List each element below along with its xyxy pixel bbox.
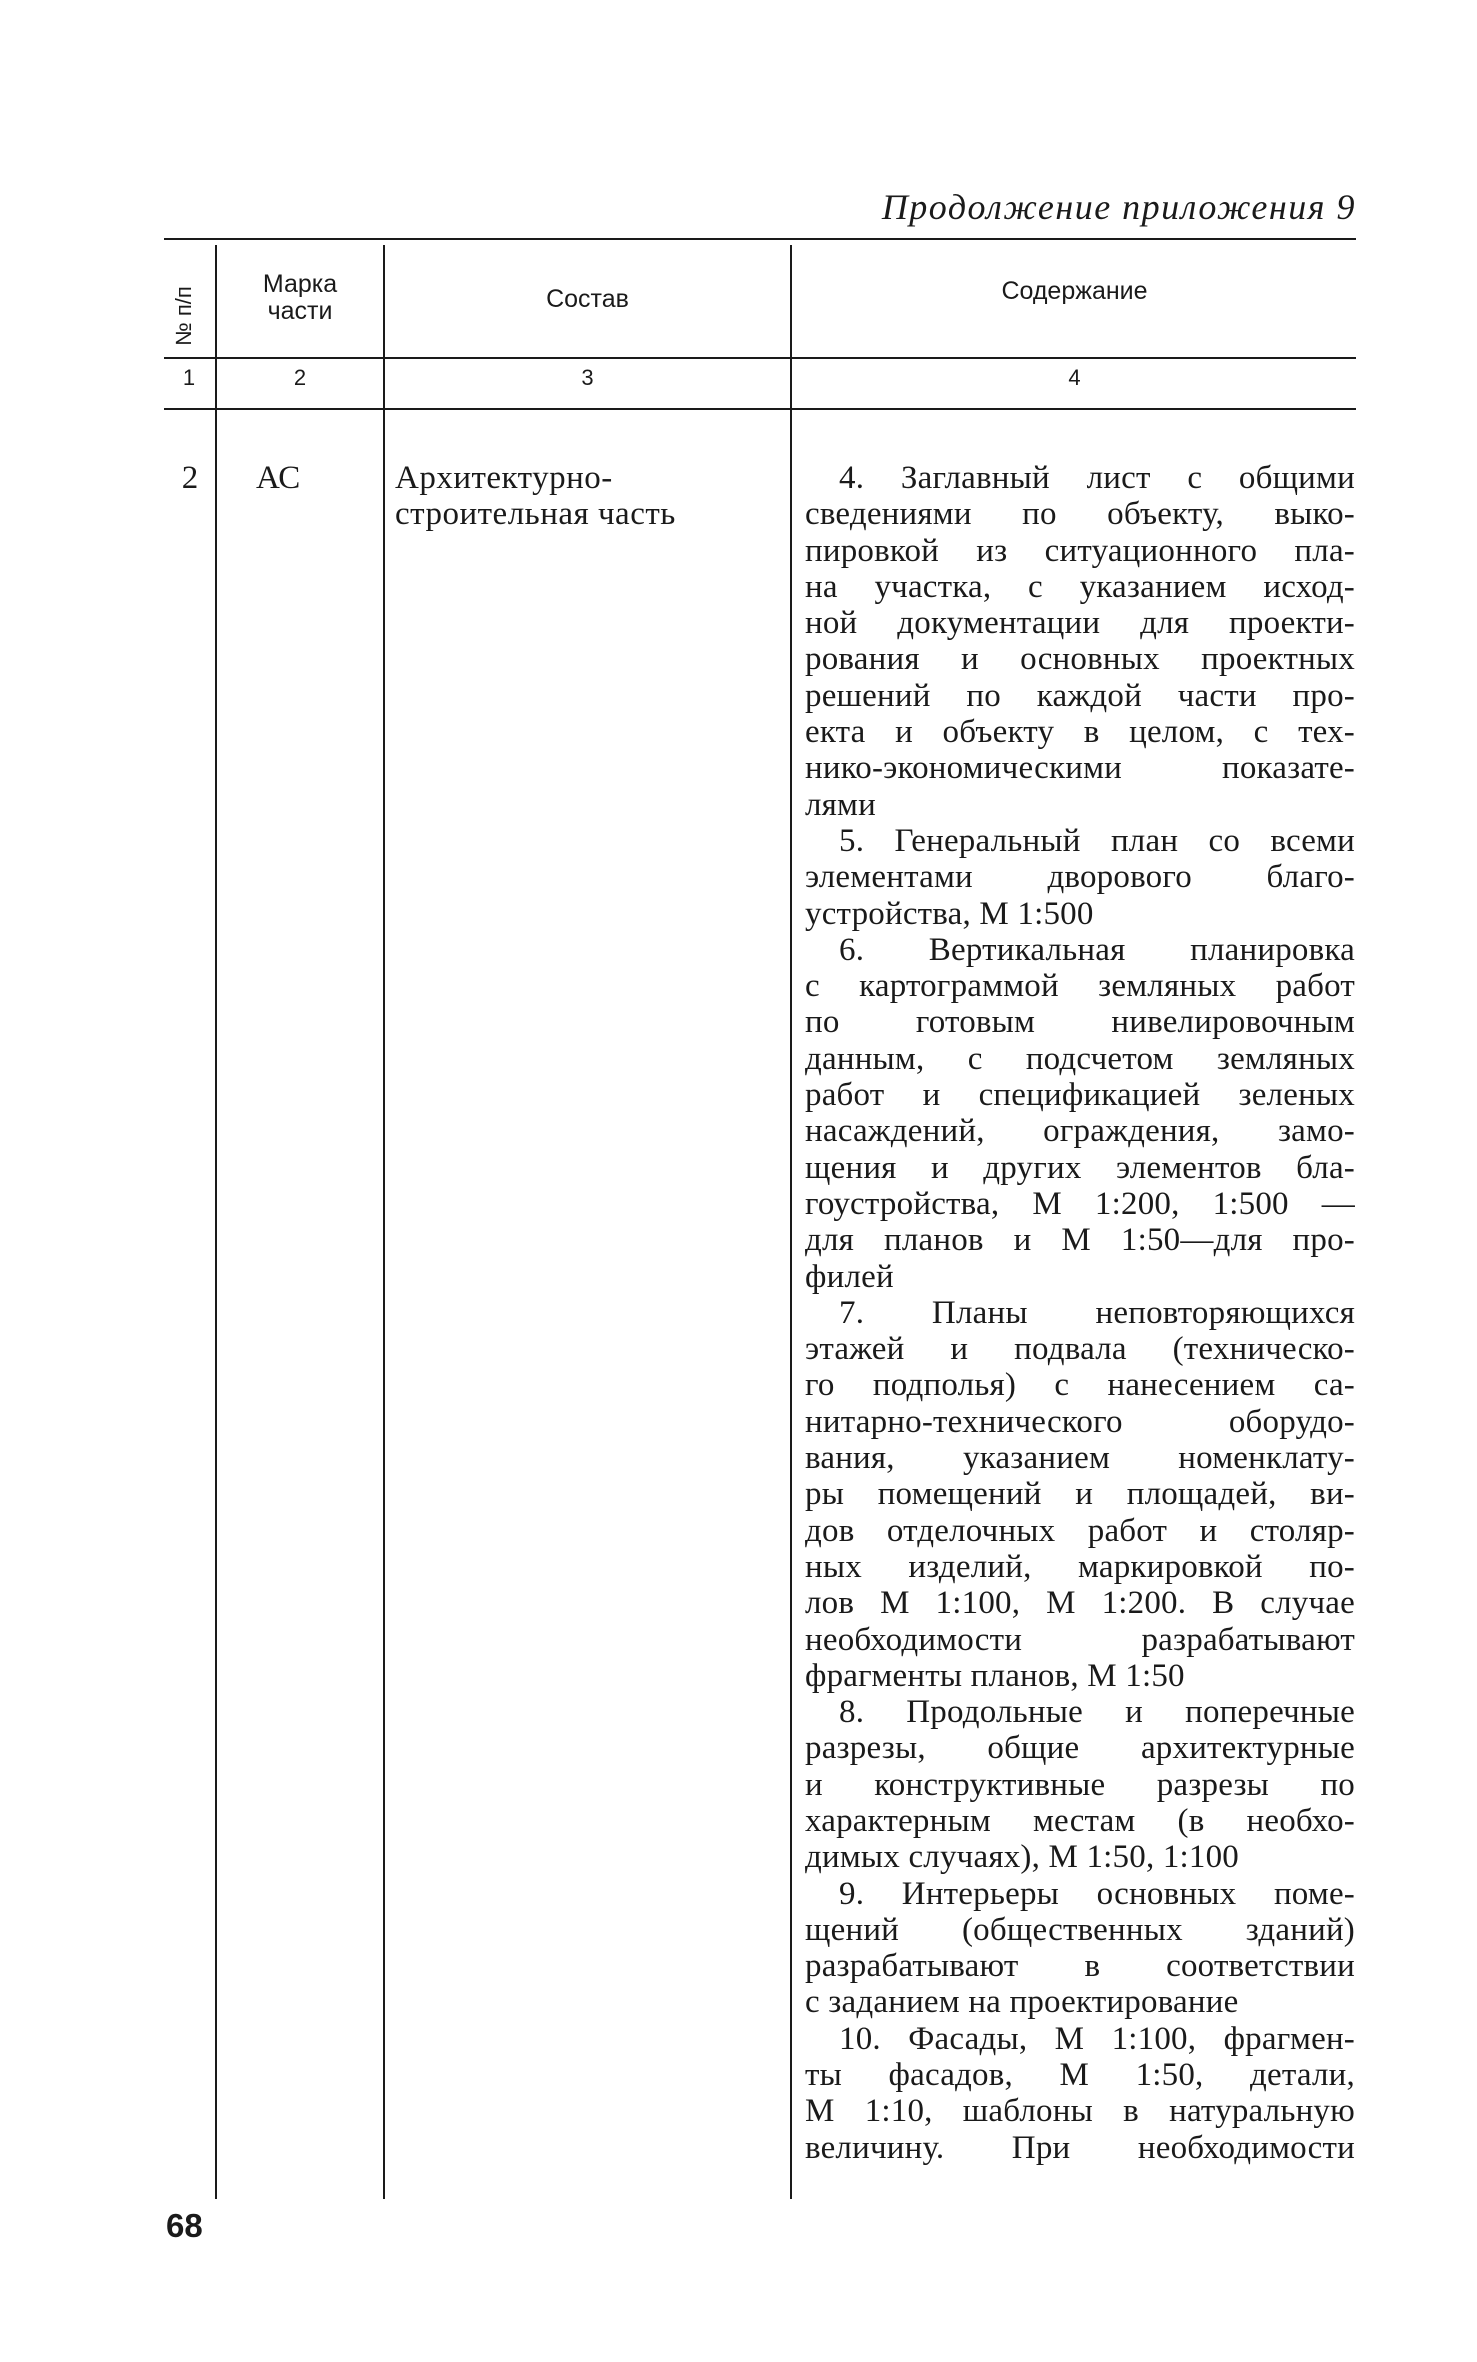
row-mark: АС <box>256 460 301 496</box>
content-line: щений (общественных зданий) <box>805 1911 1355 1948</box>
content-line: дов отделочных работ и столяр- <box>805 1512 1355 1549</box>
content-line: гоустройства, М 1:200, 1:500 — <box>805 1185 1355 1222</box>
content-line: разрезы, общие архитектурные <box>805 1730 1355 1767</box>
content-line: для планов и М 1:50—для про- <box>805 1222 1355 1259</box>
row-index: 2 <box>181 460 199 496</box>
content-line: решений по каждой части про- <box>805 677 1355 714</box>
content-line: пировкой из ситуационного пла- <box>805 532 1355 569</box>
content-line: лов М 1:100, М 1:200. В случае <box>805 1585 1355 1622</box>
column-divider-2 <box>383 245 385 2199</box>
row-composition: Архитектурно- строительная часть <box>395 460 676 532</box>
content-line: го подполья) с нанесением са- <box>805 1367 1355 1404</box>
content-line: величину. При необходимости <box>805 2129 1355 2166</box>
content-line: рования и основных проектных <box>805 641 1355 678</box>
content-line: элементами дворового благо- <box>805 859 1355 896</box>
column-numbers-rule <box>164 408 1356 410</box>
content-line: этажей и подвала (техническо- <box>805 1331 1355 1368</box>
content-line: сведениями по объекту, выко- <box>805 496 1355 533</box>
content-line: 5. Генеральный план со всеми <box>839 822 1355 859</box>
column-divider-3 <box>790 245 792 2199</box>
content-line: филей <box>805 1258 894 1295</box>
content-line: вания, указанием номенклату- <box>805 1440 1355 1477</box>
content-line: ры помещений и площадей, ви- <box>805 1476 1355 1513</box>
continuation-title: Продолжение приложения 9 <box>881 187 1356 227</box>
content-line: димых случаях), М 1:50, 1:100 <box>805 1839 1240 1876</box>
content-line: нико-экономическими показате- <box>805 750 1355 787</box>
content-line: ных изделий, маркировкой по- <box>805 1548 1355 1585</box>
content-line: с картограммой земляных работ <box>805 968 1355 1005</box>
content-line: лями <box>805 786 876 823</box>
content-line: работ и спецификацией зеленых <box>805 1077 1355 1114</box>
column-number-2: 2 <box>293 365 307 390</box>
column-divider-1 <box>215 245 217 2199</box>
column-number-1: 1 <box>182 365 196 390</box>
content-line: и конструктивные разрезы по <box>805 1766 1355 1803</box>
header-index: № п/п <box>171 286 196 346</box>
content-line: насаждений, ограждения, замо- <box>805 1113 1355 1150</box>
content-line: 9. Интерьеры основных поме- <box>839 1875 1355 1912</box>
page-number: 68 <box>166 2207 203 2244</box>
header-content: Содержание <box>1001 277 1148 305</box>
content-line: екта и объекту в целом, с тех- <box>805 714 1355 751</box>
table-top-rule <box>164 238 1356 240</box>
header-bottom-rule <box>164 357 1356 359</box>
header-composition: Состав <box>546 285 629 313</box>
content-line: 8. Продольные и поперечные <box>839 1694 1355 1731</box>
content-line: с заданием на проектирование <box>805 1984 1239 2021</box>
column-number-4: 4 <box>1068 365 1081 390</box>
content-line: характерным местам (в необхо- <box>805 1802 1355 1839</box>
content-line: 4. Заглавный лист с общими <box>839 460 1355 496</box>
content-line: нитарно-технического оборудо- <box>805 1403 1355 1440</box>
content-line: М 1:10, шаблоны в натуральную <box>805 2093 1355 2130</box>
content-line: устройства, М 1:500 <box>805 895 1094 932</box>
row-content <box>805 460 1355 2166</box>
content-line: необходимости разрабатывают <box>805 1621 1355 1658</box>
content-line: фрагменты планов, М 1:50 <box>805 1657 1185 1694</box>
content-line: ной документации для проекти- <box>805 605 1355 642</box>
column-number-3: 3 <box>581 365 594 390</box>
content-line: 6. Вертикальная планировка <box>839 931 1355 968</box>
content-line: на участка, с указанием исход- <box>805 568 1355 605</box>
content-line: данным, с подсчетом земляных <box>805 1040 1355 1077</box>
content-line: 7. Планы неповторяющихся <box>839 1294 1355 1331</box>
content-line: щения и других элементов бла- <box>805 1149 1355 1186</box>
content-line: разрабатывают в соответствии <box>805 1948 1355 1985</box>
content-line: 10. Фасады, М 1:100, фрагмен- <box>839 2020 1355 2057</box>
header-mark: Марка части <box>262 270 338 325</box>
content-line: по готовым нивелировочным <box>805 1004 1355 1041</box>
content-line: ты фасадов, М 1:50, детали, <box>805 2057 1355 2094</box>
